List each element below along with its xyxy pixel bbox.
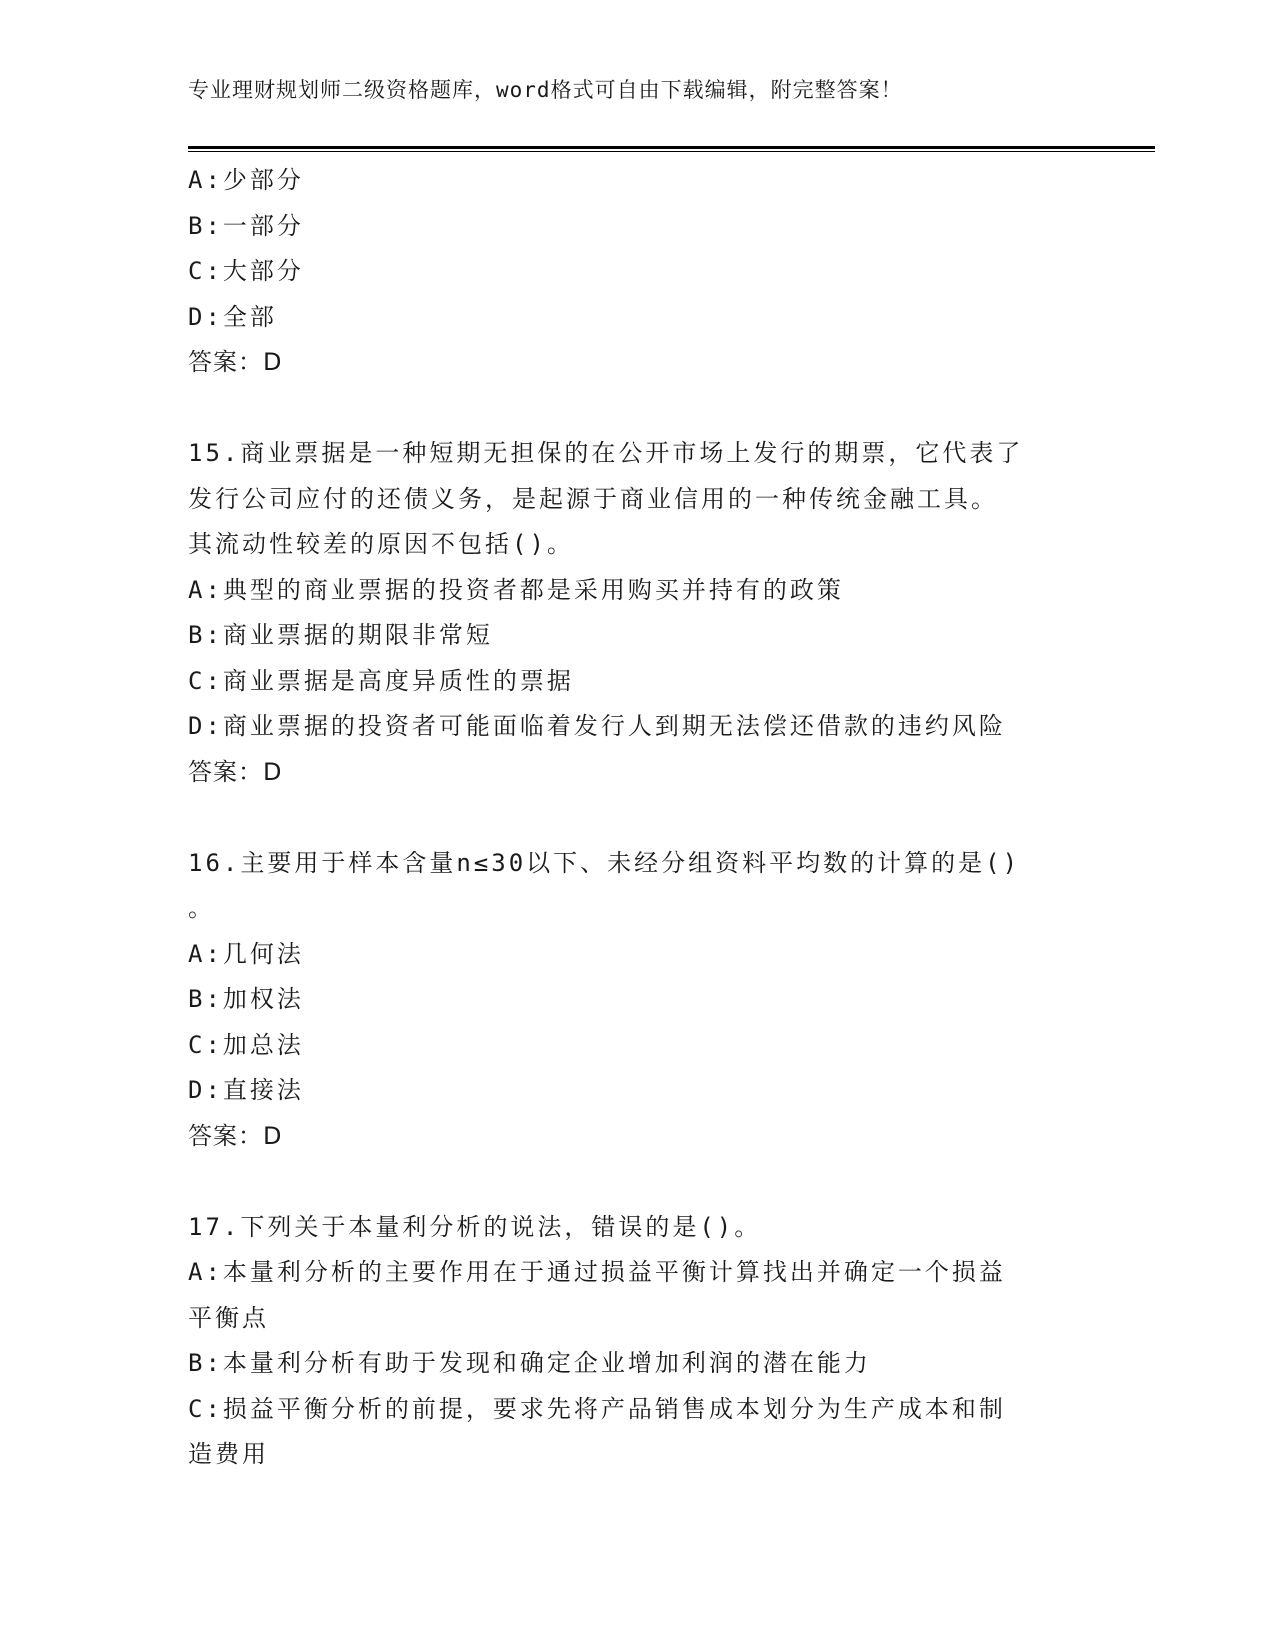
question-content bbox=[188, 158, 1088, 1478]
q14-option-c: C:大部分 bbox=[188, 257, 304, 285]
q15-stem-line-3: 其流动性较差的原因不包括()。 bbox=[188, 530, 574, 558]
q17-option-c-line-1: C:损益平衡分析的前提，要求先将产品销售成本划分为生产成本和制 bbox=[188, 1394, 1006, 1423]
q16-stem-line-2: 。 bbox=[188, 894, 215, 922]
q14-option-a: A:少部分 bbox=[188, 166, 304, 194]
q15-stem-line-1: 15.商业票据是一种短期无担保的在公开市场上发行的期票，它代表了 bbox=[188, 439, 1024, 467]
q16-option-c: C:加总法 bbox=[188, 1030, 304, 1059]
q17-option-a-line-1: A:本量利分析的主要作用在于通过损益平衡计算找出并确定一个损益 bbox=[188, 1258, 1006, 1286]
q16-answer: 答案：D bbox=[188, 1121, 283, 1150]
q16-stem-line-1: 16.主要用于样本含量n≤30以下、未经分组资料平均数的计算的是() bbox=[188, 848, 1021, 877]
spacer bbox=[188, 1159, 1088, 1205]
page-header: 专业理财规划师二级资格题库，word格式可自由下载编辑，附完整答案！ bbox=[188, 78, 903, 102]
q14-option-d: D:全部 bbox=[188, 302, 277, 331]
q17-option-a-line-2: 平衡点 bbox=[188, 1303, 269, 1332]
q15-option-d: D:商业票据的投资者可能面临着发行人到期无法偿还借款的违约风险 bbox=[188, 712, 1006, 740]
q15-stem-line-2: 发行公司应付的还债义务，是起源于商业信用的一种传统金融工具。 bbox=[188, 484, 998, 513]
q16-option-d: D:直接法 bbox=[188, 1076, 304, 1104]
spacer bbox=[188, 795, 1088, 841]
spacer bbox=[188, 386, 1088, 432]
q15-option-a: A:典型的商业票据的投资者都是采用购买并持有的政策 bbox=[188, 575, 844, 604]
q16-option-b: B:加权法 bbox=[188, 985, 304, 1013]
q17-option-c-line-2: 造费用 bbox=[188, 1440, 269, 1468]
q15-option-c: C:商业票据是高度异质性的票据 bbox=[188, 666, 574, 695]
q16-option-a: A:几何法 bbox=[188, 939, 304, 968]
header-rule-thin bbox=[188, 151, 1155, 152]
q14-option-b: B:一部分 bbox=[188, 211, 304, 240]
header-rule-thick bbox=[188, 146, 1155, 149]
q15-answer: 答案：D bbox=[188, 757, 283, 786]
q17-option-b: B:本量利分析有助于发现和确定企业增加利润的潜在能力 bbox=[188, 1349, 871, 1377]
q15-option-b: B:商业票据的期限非常短 bbox=[188, 621, 493, 649]
q14-answer: 答案：D bbox=[188, 348, 283, 376]
q17-stem-line-1: 17.下列关于本量利分析的说法，错误的是()。 bbox=[188, 1212, 762, 1241]
